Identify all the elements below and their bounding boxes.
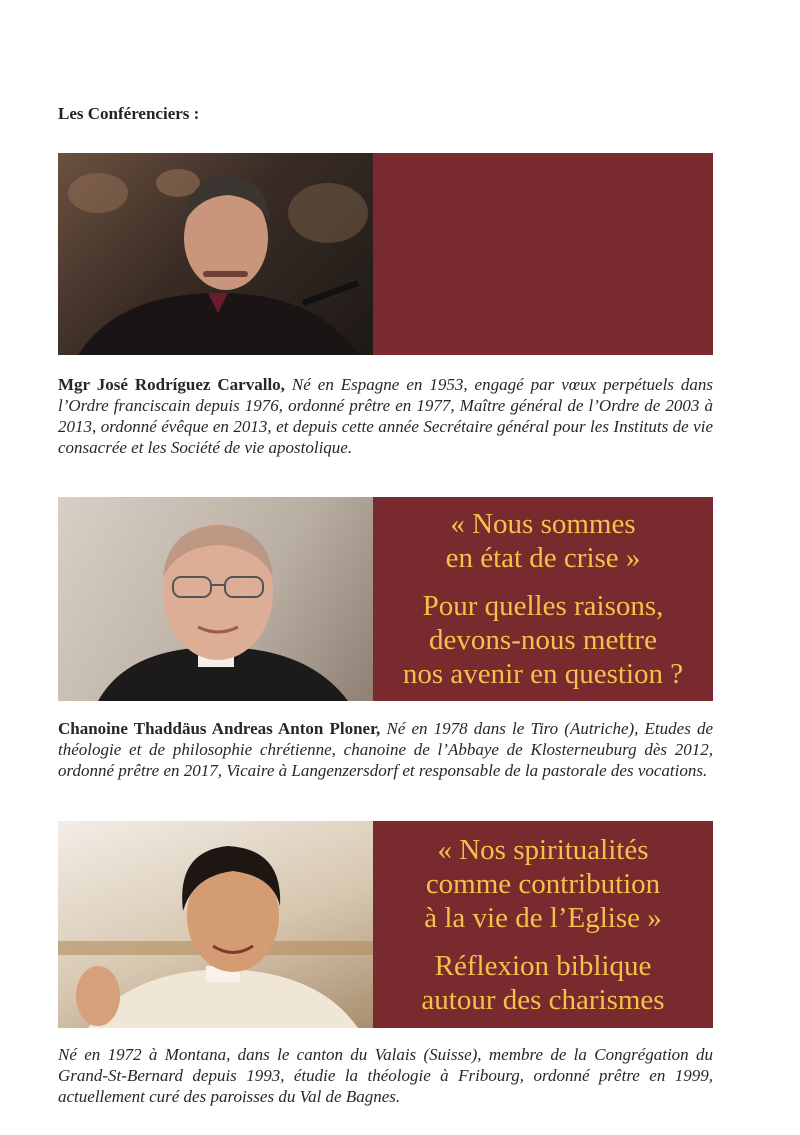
quote-line: « Nos spiritualités: [437, 833, 649, 866]
subtitle-line: Pour quelles raisons,: [422, 590, 664, 622]
speaker-photo-1: [58, 153, 373, 355]
subtitle-line: autour des charismes: [421, 983, 665, 1016]
speaker-photo-3: [58, 821, 373, 1028]
quote-line: comme contribution: [425, 867, 661, 900]
portrait-illustration: [58, 821, 373, 1028]
speaker-bio-3: [58, 1044, 713, 1107]
speaker-panel-3: [58, 821, 713, 1028]
speaker-bio-2: [58, 718, 713, 781]
quote-box-2: [373, 497, 713, 701]
subtitle-line: devons-nous mettre: [429, 624, 657, 656]
section-heading: Les Conférenciers :: [58, 104, 200, 123]
speaker-bio-text: Né en 1972 à Montana, dans le canton du Valais (Suisse), membre de la Congrégation du Grand-St-Bernard depuis 1993, étudie la théologie à Fribourg, ordonné prêtre en 1999, actuellement curé des paroisses du Val de Bagnes.: [58, 1045, 713, 1106]
portrait-illustration: [58, 153, 373, 355]
speaker-panel-1: [58, 153, 713, 355]
speaker-panel-2: [58, 497, 713, 701]
portrait-illustration: [58, 497, 373, 701]
quote-box-3: [373, 821, 713, 1028]
speaker-bio-1: [58, 374, 713, 458]
speaker-name: Chanoine Thaddäus Andreas Anton Ploner,: [58, 719, 381, 738]
speaker-photo-2: [58, 497, 373, 701]
quote-line: à la vie de l’Eglise »: [424, 901, 662, 934]
speaker-bio-text: Né en 1978 dans le Tiro (Autriche), Etudes de théologie et de philosophie chrétienne, chanoine de l’Abbaye de Klosterneuburg dès 2012, ordonné prêtre en 2017, Vicaire à Langenzersdorf et responsable de la pastorale des vocations.: [58, 719, 713, 780]
subtitle-line: Réflexion biblique: [434, 949, 652, 982]
speaker-name: Mgr José Rodríguez Carvallo,: [58, 375, 285, 394]
subtitle-line: nos avenir en question ?: [402, 658, 684, 690]
quote-box-1: [373, 153, 713, 355]
quote-line: « Nous sommes: [450, 508, 636, 540]
quote-line: en état de crise »: [445, 542, 641, 574]
speaker-bio-text: Né en Espagne en 1953, engagé par vœux perpétuels dans l’Ordre franciscain depuis 1976, ordonné prêtre en 1977, Maître général de l’Ordre de 2003 à 2013, ordonné évêque en 2013, et depuis cette année Secrétaire général pour les Instituts de vie consacrée et les Société de vie apostolique.: [58, 375, 714, 457]
